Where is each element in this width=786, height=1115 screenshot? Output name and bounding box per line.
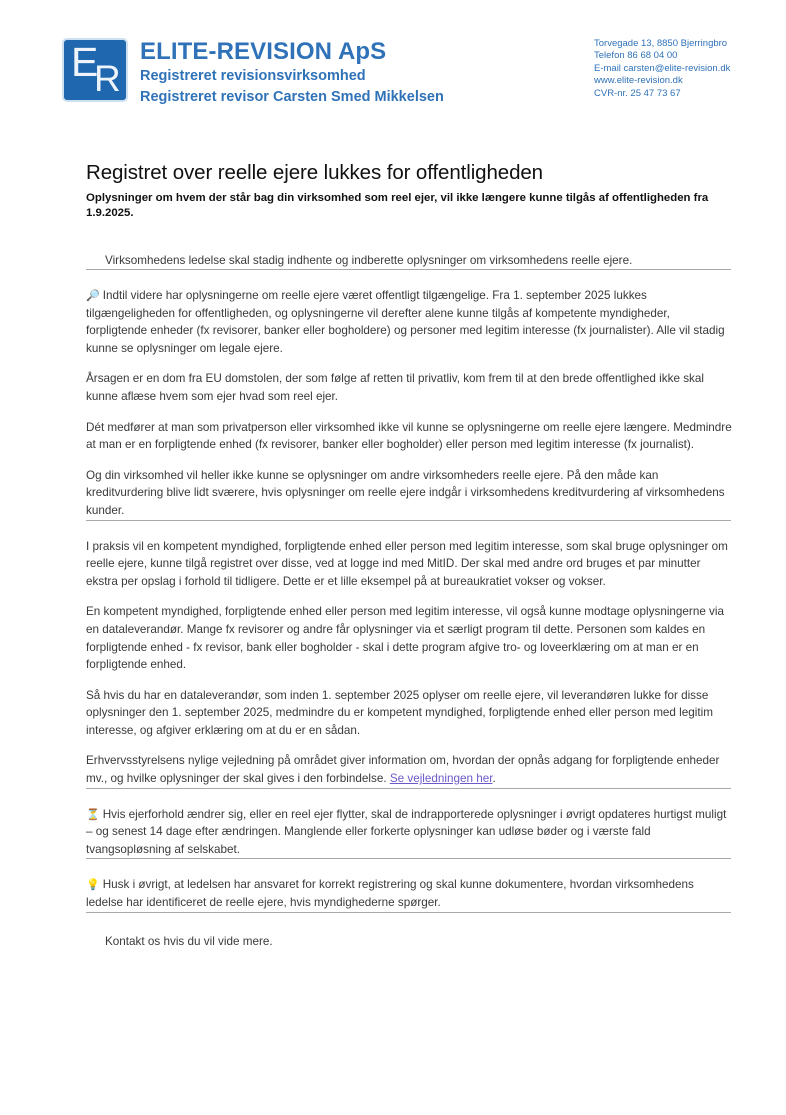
page-subtitle: Oplysninger om hvem der står bag din virksomhed som reel ejer, vil ikke længere kunne tilgås af offentligheden fra 1.9.2025. [86,192,709,219]
paragraph-text: Husk i øvrigt, at ledelsen har ansvaret for korrekt registrering og skal kunne dokumentere, hvordan virksomhedens ledelse har identificeret de reelle ejere, hvis myndighederne spørger. [86,878,694,910]
contact-address: Torvegade 13, 8850 Bjerringbro [594,38,728,49]
paragraph: Så hvis du har en dataleverandør, som inden 1. september 2025 oplyser om reelle ejere, vil leverandøren lukke for disse oplysninger den 1. september 2025, medmindre du er kompetent myndighed, forpligtende enhed eller person med legitim interesse, og afgiver erklæring om at du er en sådan. [86,688,713,737]
logo-letter-e: E [71,39,99,85]
company-logo-block [62,38,444,107]
closing-line: Kontakt os hvis du vil vide mere. [105,934,273,948]
company-subtitle-2: Registreret revisor Carsten Smed Mikkelsen [140,89,444,105]
magnifying-glass-icon: 🔎 [86,289,100,302]
section-divider-3 [86,788,731,789]
hourglass-icon: ⏳ [86,807,100,821]
letterhead [0,30,786,125]
paragraph [86,287,732,357]
contact-website: www.elite-revision.dk [594,75,683,87]
section-management-reminder [86,876,732,911]
company-name: ELITE-REVISION ApS [140,38,387,65]
document-body [86,160,732,950]
contact-phone: Telefon 86 68 04 00 [594,50,678,62]
logo-letter-r: R [94,58,121,99]
paragraph: Og din virksomhed vil heller ikke kunne se oplysninger om andre virksomheders reelle ejere. På den måde kan kreditvurdering blive lidt sværere, hvis oplysninger om reelle ejere indgår i virksomhedens kreditvurdering af virksomhedens kunder. [86,468,725,517]
paragraph-text-end: . [492,772,496,786]
contact-cvr: CVR-nr. 25 47 73 67 [594,87,681,99]
paragraph-text: Hvis ejerforhold ændrer sig, eller en reel ejer flytter, skal de indrapporterede oplysninger i øvrigt opdateres hurtigst muligt – og senest 14 dage efter ændringen. Manglende eller forkerte oplysninger kan udløse bøder og i værste fald tvangsopløsning af selskabet. [86,807,727,856]
paragraph [86,752,732,787]
paragraph: Årsagen er en dom fra EU domstolen, der som følge af retten til privatliv, kom frem til at den brede offentlighed ikke skal kunne aflæse hvem som ejer hvad som reel ejer. [86,372,704,403]
section-divider-2 [86,520,731,521]
paragraph: I praksis vil en kompetent myndighed, forpligtende enhed eller person med legitim interesse, som skal bruge oplysninger om reelle ejere, kunne tilgå registret over disse, ved at logge ind med MitID. Der skal med andre ord bruges et par minutter ekstra per opslag i forhold til tidligere. Dette er et lille eksempel på at bureaukratiet vokser og vokser. [86,539,728,588]
page-title: Registret over reelle ejere lukkes for offentligheden [86,161,543,184]
company-identity [140,38,444,107]
paragraph-text: Erhvervsstyrelsens nylige vejledning på området giver information om, hvordan der opnås adgang for forpligtende enheder mv., og hvilke oplysninger der skal gives i den forbindelse. [86,754,720,786]
section-public-access [86,287,732,520]
paragraph [86,806,732,859]
section-divider-5 [86,912,731,913]
paragraph [86,876,732,911]
section-divider-1 [86,269,731,270]
section-divider-4 [86,858,731,859]
guidance-link[interactable]: Se vejledningen her [389,772,493,786]
lightbulb-icon: 💡 [86,878,100,892]
company-subtitle-1: Registreret revisionsvirksomhed [140,68,366,84]
section-practical-access [86,538,732,788]
paragraph-text: Indtil videre har oplysningerne om reelle ejere været offentligt tilgængelige. Fra 1. september 2025 lukkes tilgængeligheden for offentligheden, og oplysningerne vil derefter alene kunne tilgås af kompetente myndigheder, forpligtende enheder (fx revisorer, banker eller bogholdere) og personer med legitim interesse (fx journalister). Alle vil stadig kunne se oplysninger om legale ejere. [86,289,725,355]
lead-paragraph: Virksomhedens ledelse skal stadig indhente og indberette oplysninger om virksomhedens reelle ejere. [105,254,633,267]
contact-details [594,38,764,100]
paragraph: Dét medfører at man som privatperson eller virksomhed ikke vil kunne se oplysningerne om reelle ejere længere. Medmindre at man er en forpligtende enhed (fx revisorer, banker eller bogholder) eller person med legitim interesse (fx journalist). [86,420,732,452]
elite-revision-logo-icon [62,38,128,102]
paragraph: En kompetent myndighed, forpligtende enhed eller person med legitim interesse, vil også kunne modtage oplysningerne via en dataleverandør. Mange fx revisorer og andre får oplysninger via et særligt program til dette. Personen som kaldes en forpligtende enhed - fx revisor, bank eller bogholder - skal i dette program afgive tro- og loveerklæring om at man er en forpligtende enhed. [86,605,725,672]
section-deadline-notice [86,806,732,859]
contact-email: E-mail carsten@elite-revision.dk [594,62,731,74]
